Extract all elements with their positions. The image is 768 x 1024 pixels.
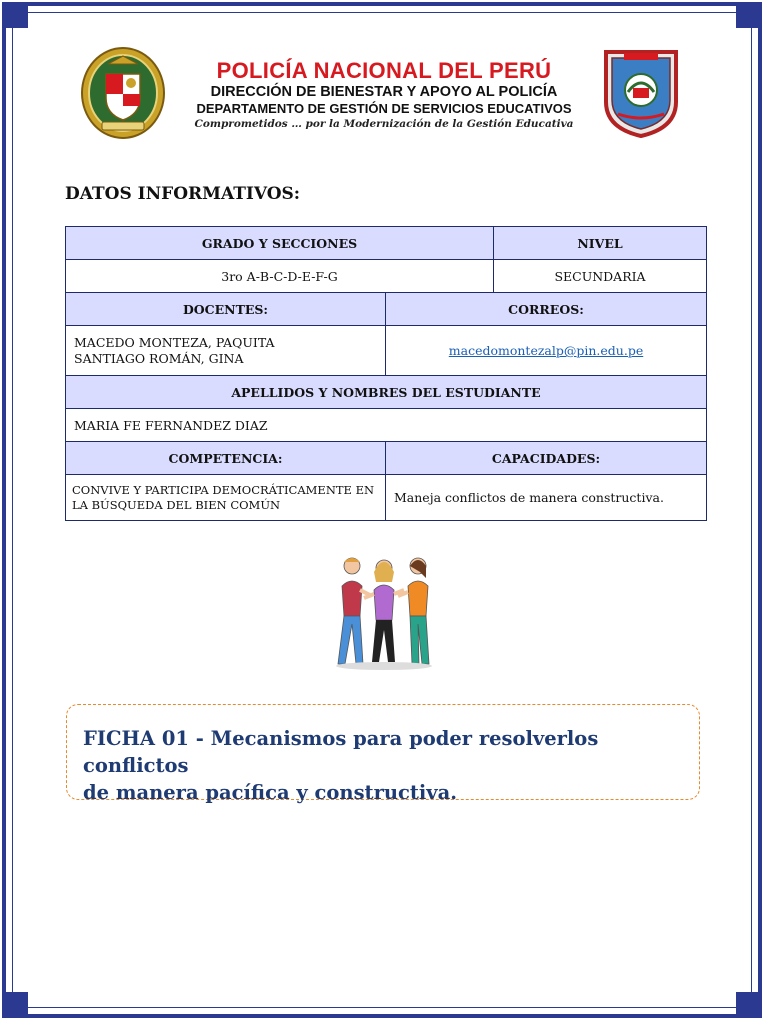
docentes-header: DOCENTES: xyxy=(66,293,386,326)
ficha-title xyxy=(83,725,693,806)
estudiante-value: MARIA FE FERNANDEZ DIAZ xyxy=(66,409,707,442)
school-shield-icon xyxy=(600,44,682,140)
motto: Comprometidos … por la Modernización de la Gestión Educativa xyxy=(194,118,574,130)
department-name: DEPARTAMENTO DE GESTIÓN DE SERVICIOS EDUCATIVOS xyxy=(196,101,572,116)
competencia-value: CONVIVE Y PARTICIPA DEMOCRÁTICAMENTE EN LA BÚSQUEDA DEL BIEN COMÚN xyxy=(66,475,386,521)
capacidades-value: Maneja conflictos de manera constructiva. xyxy=(386,475,707,521)
docente-2: SANTIAGO ROMÁN, GINA xyxy=(74,350,244,366)
ficha-title-line-1: FICHA 01 - Mecanismos para poder resolverlos conflictos xyxy=(83,727,599,777)
grado-value: 3ro A-B-C-D-E-F-G xyxy=(66,260,494,293)
competencia-header: COMPETENCIA: xyxy=(66,442,386,475)
estudiante-header: APELLIDOS Y NOMBRES DEL ESTUDIANTE xyxy=(66,376,707,409)
email-link[interactable]: macedomontezalp@pin.edu.pe xyxy=(448,343,644,358)
direction-name: DIRECCIÓN DE BIENESTAR Y APOYO AL POLICÍA xyxy=(210,84,558,100)
letterhead-text xyxy=(172,58,596,132)
three-people-talking-icon xyxy=(330,552,438,672)
letterhead xyxy=(80,44,690,140)
correos-header: CORREOS: xyxy=(386,293,707,326)
section-title: DATOS INFORMATIVOS: xyxy=(65,184,301,204)
correo-cell xyxy=(386,326,707,376)
grado-header: GRADO Y SECCIONES xyxy=(66,227,494,260)
docentes-value xyxy=(66,326,386,376)
institution-title: POLICÍA NACIONAL DEL PERÚ xyxy=(216,58,552,83)
ficha-title-line-2: de manera pacífica y constructiva. xyxy=(83,781,458,804)
ficha-title-box xyxy=(66,704,700,804)
nivel-value: SECUNDARIA xyxy=(494,260,707,293)
capacidades-header: CAPACIDADES: xyxy=(386,442,707,475)
nivel-header: NIVEL xyxy=(494,227,707,260)
police-crest-icon xyxy=(80,46,166,140)
docente-1: MACEDO MONTEZA, PAQUITA xyxy=(74,334,275,350)
info-table xyxy=(65,226,707,521)
